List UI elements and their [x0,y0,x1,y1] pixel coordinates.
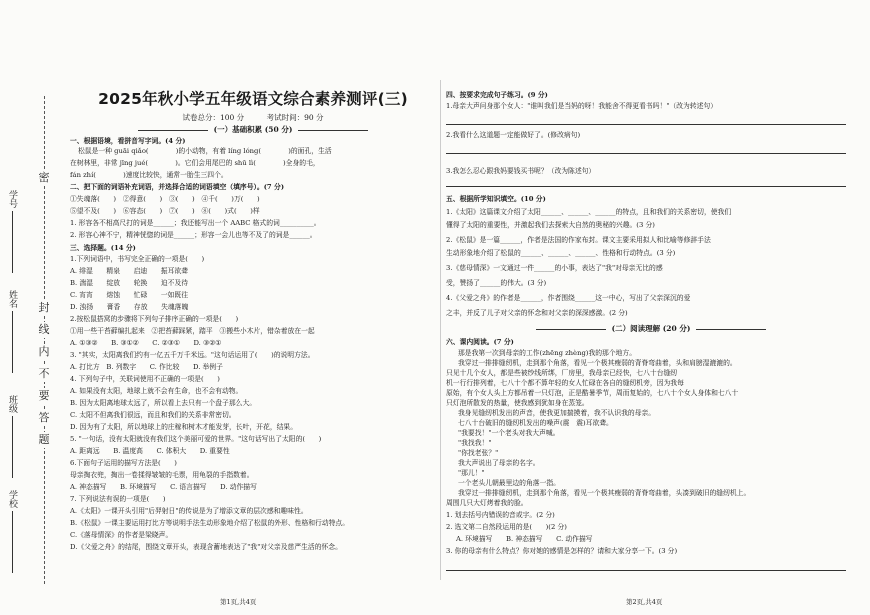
binding-mark: 题 [36,432,52,448]
exam-time: 考试时间：90 分 [266,113,324,122]
question-text: 在树林里，非常 jīng jué( )。它们会用尾巴的 shū lì( )全身的毛， [70,159,320,167]
passage-text: 周围几只大灯烤着我的脸。 [446,499,528,507]
passage-text: 只见十几个女人，都是些被纱线所绑，厂房里，我母亲已经快，七八十台缝纫 [446,369,678,377]
name-field[interactable]: 姓名 [6,290,19,373]
question-text: 5. "一句话，没有太阳就没有我们这个美丽可爱的世界。"这句话写出了太阳的( ) [70,435,322,443]
answer-line[interactable] [446,124,846,125]
question-text: 2.我看什么这道题一定能做好了。(修改病句) [446,131,581,139]
option-row: C. 太阳不但离我们很远，而且和我们的关系非常密切。 [70,411,236,419]
passage-text: 我身见缝纫机发出的声音，使我更加揣摸着，我不认识我的母亲。 [458,409,656,417]
left-page [70,0,436,615]
question-heading: 三、选择题。(14 分) [70,244,136,252]
question-text: 7. 下列说法有误的一项是( ) [70,495,166,503]
passage-text: "那儿！" [458,469,485,477]
question-text: ①失魂落( ) ②得意( ) ③( ) ④千( )万( ) [70,195,260,203]
question-text: 1.下列词语中，书写完全正确的一项是( ) [70,255,205,263]
answer-line[interactable] [446,570,846,571]
question-text: 2. 形容心神不宁，精神恍惚的词是______；形容一会儿也等不及了的词是______。 [70,231,317,239]
question-text: 3. "其实，太阳离我们约有一亿五千万千米远。"这句话运用了( )的说明方法。 [70,351,315,359]
passage-text: "我找我！" [458,439,492,447]
binding-margin [0,0,62,615]
binding-mark: 线 [36,322,52,338]
question-text: 1. 形容各不相高尺打的词是______；我还能写出一个 AABC 格式的词__________。 [70,219,321,227]
passage-text: 那是我第一次到母亲的工作(zhēng zhèng)我的那个地方。 [458,349,637,357]
binding-mark: 内 [36,344,52,360]
question-text: 懂得了太阳的重要性，并激起我们去探索大自然的奥秘的兴趣。(3 分) [446,221,655,229]
passage-text: 原始，有个女人头上方都吊着一只灯泡，正是酷暑季节，周而复始的，七八十个女人身体和七八十 [446,389,739,397]
passage-text: 七八十台破旧的缝纫机发出的噪声(震 震)耳欲聋。 [458,419,613,427]
option-row: A. 打比方 B. 列数字 C. 作比较 D. 举例子 [70,363,223,371]
option-row: C. 宵宵 熔蚀 忙碌 一如既往 [70,291,189,299]
binding-mark: 不 [36,366,52,382]
question-text: 1.母亲大声问身那个女人："谁叫我们是当妈的呀！我能舍不得更看书吗！"（改为转述句） [446,102,718,110]
question-text: ①用一些干苔藓编扎起来 ②把苔藓踩紧，踏平 ③搬些小木片，错杂着放在一起 [70,327,315,335]
question-text: 1.《太阳》这篇课文介绍了太阳______、______、______的特点，且和我们的关系密切，使我们 [446,208,732,216]
class-field[interactable]: 班级 [6,395,19,478]
option-row: B. 因为太阳离地球太远了，所以看上去只有一个盘子那么大。 [70,399,257,407]
answer-line[interactable] [446,186,846,187]
answer-line[interactable] [446,153,846,154]
binding-mark: 答 [36,410,52,426]
passage-text: 只灯泡所散发的热量，使我感到犹如身在蒸笼。 [446,399,589,407]
question-heading: 四、按要求完成句子练习。(9 分) [446,91,548,99]
question-text: 之丰，并反了儿子对父亲的怀念和对父亲的深深感激。(2 分) [446,309,628,317]
section-heading: (一）基础积累 (50 分) [70,124,436,135]
option-row: C.《落母情深》的作者是梁晓声。 [70,531,173,539]
section-heading: (二）阅读理解 (20 分) [446,323,856,334]
option-row: A. 如果没有太阳，地球上就不会有生命，也不会有动物。 [70,387,243,395]
option-row: D. 因为有了太阳，所以地球上的庄稼和树木才能发芽，长叶，开花，结果。 [70,423,298,431]
question-text: 1. 划去括号内错误的音或字。(2 分) [446,511,555,519]
page-title: 2025年秋小学五年级语文综合素养测评(三) [98,90,408,108]
option-row: D. 浊扬 膏香 存放 失魂落魄 [70,303,189,311]
option-row: B.《松鼠》一课主要运用打比方等说明手法生动形象地介绍了松鼠的外形、性格和行动特点。 [70,519,350,527]
student-id-field[interactable]: 学号 [6,190,19,273]
question-text: 2.《松鼠》是一篇______，作者是法国的作家布封。课文主要采用拟人和比喻等修辞手法 [446,236,711,244]
binding-mark: 封 [36,300,52,316]
right-page [446,0,856,615]
passage-text: "我要找！"一个老头对我大声喊。 [458,429,560,437]
school-field[interactable]: 学校 [6,490,19,573]
option-row: A.《太阳》一课开头引用"后羿射日"的传说是为了增添文章的层次感和趣味性。 [70,507,308,515]
option-row: A. 绯湿 精泉 启迪 振耳欲聋 [70,267,188,275]
option-row: B. 湍湿 绽放 轮换 迫不及待 [70,279,189,287]
question-text: 4.《父爱之舟》的作者是______，作者围绕______这一中心，写出了父亲深沉的爱 [446,294,691,302]
passage-text: 一个老头儿朝最里边的角落一指。 [458,479,560,487]
question-heading: 五、根据所学知识填空。(10 分) [446,195,546,203]
question-text: 3.我怎么忍心跟我妈要钱买书呢？（改为陈述句） [446,167,596,175]
passage-text: 我大声说出了母亲的名字。 [458,459,540,467]
passage-text: 机一行行排列着，七八十个都不算年轻的女人忙碌在各自的缝纫机旁，因为我每 [446,379,684,387]
question-text: fán zhí( )速度比较快，通常一胎生三四个。 [70,171,228,179]
question-text: 2. 选文第二自然段运用的是( )(2 分) [446,523,567,531]
option-row: A. 环境描写 B. 神态描写 C. 动作描写 [456,535,593,543]
question-text: 4. 下列句子中，关联词使用不正确的一项是( ) [70,375,220,383]
passage-text: 我穿过一排排缝纫机，走到那个角落，看见一个极其瘦弱的背脊弯曲着，头凑到破旧的缝纫机上。 [458,489,751,497]
question-heading: 二、把下面的词语补充词语，并选择合适的词语填空（填序号）。(7 分) [70,183,285,191]
page-divider [440,80,441,580]
question-text: 6.下面句子运用的描写方法是( ) [70,459,177,467]
passage-text: "你找老张？" [458,449,499,457]
binding-mark: 密 [36,170,52,186]
page-number-right: 第2页,共4页 [626,598,663,606]
option-row: A. ①③② B. ③①② C. ②③① D. ③②① [70,339,222,347]
option-row: A. 距离远 B. 温度高 C. 体积大 D. 重要性 [70,447,230,455]
binding-mark: 要 [36,388,52,404]
option-row: A. 神态描写 B. 环境描写 C. 语言描写 D. 动作描写 [70,483,257,491]
question-text: 2.按松鼠搭窝的步骤将下列句子排序正确的一项是( ) [70,315,239,323]
question-text: 3.《慈母情深》一文通过一件______的小事，表达了"我"对母亲无比的感 [446,264,663,272]
question-text: ⑤望不及( ) ⑥容态( ) ⑦( ) ⑧( )式( )样 [70,207,260,215]
passage-text: 我穿过一排排缝纫机，走到那个角落，看见一个极其瘦弱的背脊弯曲着，头和肩膀湿漉漉的。 [458,359,737,367]
page-number-left: 第1页,共4页 [220,598,257,606]
exam-meta [70,112,436,123]
question-text: 松鼠是一种 guāi qiǎo( )的小动物，有着 líng lóng( )的面孔，生活 [78,147,332,155]
question-text: 母亲掏衣兜，掏出一卷揉得皱皱的毛票，用龟裂的手指数着。 [70,471,254,479]
total-score: 试卷总分：100 分 [182,113,245,122]
option-row: D.《父爱之舟》的结尾，围绕文章开头，表现含蓄地表达了"我"对父亲及慈严生活的怀念。 [70,543,342,551]
question-text: 受，赞扬了______的伟大。(3 分) [446,279,547,287]
question-text: 3. 你的母亲有什么特点？你对她的感情是怎样的？请和大家分享一下。(3 分) [446,547,678,555]
question-heading: 一、根据语境，看拼音写字词。(4 分) [70,137,186,145]
question-text: 生动形象地介绍了松鼠的______、______、______、性格和行动特点。(3 分) [446,249,676,257]
question-heading: 六、课内阅读。(7 分) [446,338,514,346]
